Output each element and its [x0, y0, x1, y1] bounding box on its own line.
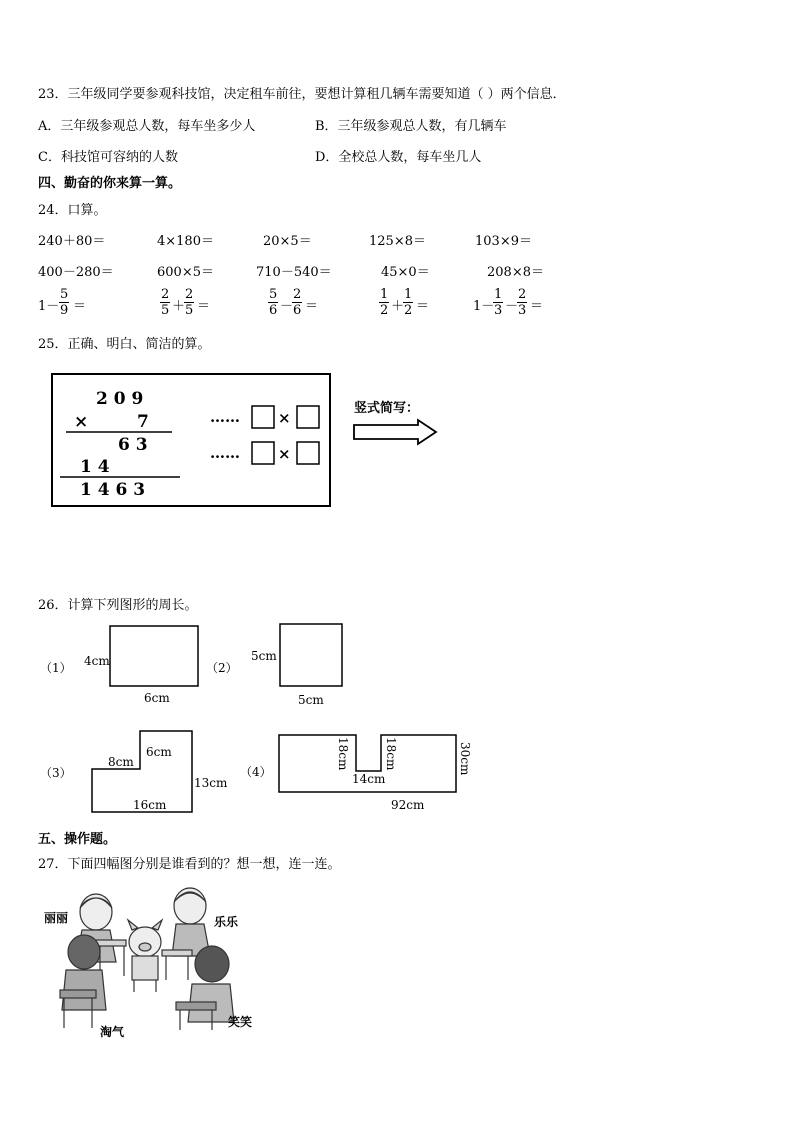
dots-1: ……: [210, 408, 240, 426]
shape-3-b: 6cm: [146, 745, 172, 759]
answer-box: [252, 406, 274, 428]
q25-vertical-calc-figure: [0, 0, 794, 560]
shape-3-a: 8cm: [108, 755, 134, 769]
section-4-title: 四、勤奋的你来算一算。: [38, 176, 182, 191]
shape-2-label: （2）: [206, 661, 238, 675]
shape-3-c: 13cm: [194, 776, 228, 790]
right-arrow-icon: [354, 420, 436, 444]
section-5-title: 五、操作题。: [38, 832, 117, 847]
name-xiaoxiao: 笑笑: [228, 1015, 253, 1029]
child-head: [80, 894, 112, 930]
arrow-label: 竖式简写：: [354, 401, 420, 416]
q24-r2-item: 400－280＝: [38, 265, 114, 280]
q24-r2-item: 600×5＝: [157, 265, 214, 280]
shape-1-rectangle: [110, 626, 198, 686]
q24-r1-item: 240＋80＝: [38, 234, 106, 249]
q23-option-b: B．三年级参观总人数，有几辆车: [315, 119, 507, 134]
q24-r1-item: 103×9＝: [475, 234, 532, 249]
shape-4-e: 92cm: [391, 798, 425, 812]
answer-box: [297, 442, 319, 464]
calc-partial-2: 1 4: [80, 457, 110, 477]
name-lele: 乐乐: [214, 915, 239, 929]
shape-1-label: （1）: [40, 661, 72, 675]
q23-option-d: D．全校总人数，每车坐几人: [315, 150, 482, 165]
q23-option-c: C．科技馆可容纳的人数: [38, 150, 178, 165]
dots-2: ……: [210, 444, 240, 462]
shape-3-d: 16cm: [133, 798, 167, 812]
calc-line-209: 2 0 9: [96, 389, 144, 409]
q24-r1-item: 4×180＝: [157, 234, 214, 249]
q24-r2-item: 710－540＝: [256, 265, 332, 280]
shape-2-square: [280, 624, 342, 686]
shape-4-a: 18cm: [336, 737, 350, 771]
name-lili: 丽丽: [44, 911, 69, 925]
shape-2-width: 5cm: [298, 693, 324, 707]
box-times-1: ×: [278, 409, 291, 427]
q25-stem: 25．正确、明白、简洁的算。: [38, 337, 211, 352]
answer-box: [297, 406, 319, 428]
shape-1-width: 6cm: [144, 691, 170, 705]
pig-icon: [129, 927, 161, 957]
box-times-2: ×: [278, 445, 291, 463]
shape-4-c: 14cm: [352, 772, 386, 786]
q26-stem: 26．计算下列图形的周长。: [38, 598, 198, 613]
q24-r1-item: 125×8＝: [369, 234, 426, 249]
name-taoqi: 淘气: [100, 1025, 125, 1039]
q27-illustration: [0, 880, 794, 1050]
q24-r1-item: 20×5＝: [263, 234, 312, 249]
shape-1-height: 4cm: [84, 654, 110, 668]
q27-stem: 27．下面四幅图分别是谁看到的？想一想，连一连。: [38, 857, 341, 872]
shape-4-d: 30cm: [458, 742, 472, 776]
q24-stem: 24．口算。: [38, 203, 107, 218]
shape-3-label: （3）: [40, 766, 72, 780]
calc-times: ×: [74, 412, 89, 432]
calc-multiplier: 7: [137, 412, 149, 432]
q23-option-a: A．三年级参观总人数，每车坐多少人: [38, 119, 256, 134]
shape-2-height: 5cm: [251, 649, 277, 663]
calc-result: 1 4 6 3: [80, 480, 146, 500]
shape-4-b: 18cm: [384, 737, 398, 771]
shape-4-label: （4）: [240, 765, 272, 779]
q26-shapes: [0, 600, 794, 830]
q24-r2-item: 208×8＝: [487, 265, 544, 280]
q24-r2-item: 45×0＝: [381, 265, 430, 280]
q23-stem: 23．三年级同学要参观科技馆，决定租车前往，要想计算租几辆车需要知道（ ）两个信息．: [38, 87, 566, 102]
calc-partial-1: 6 3: [118, 435, 148, 455]
answer-box: [252, 442, 274, 464]
